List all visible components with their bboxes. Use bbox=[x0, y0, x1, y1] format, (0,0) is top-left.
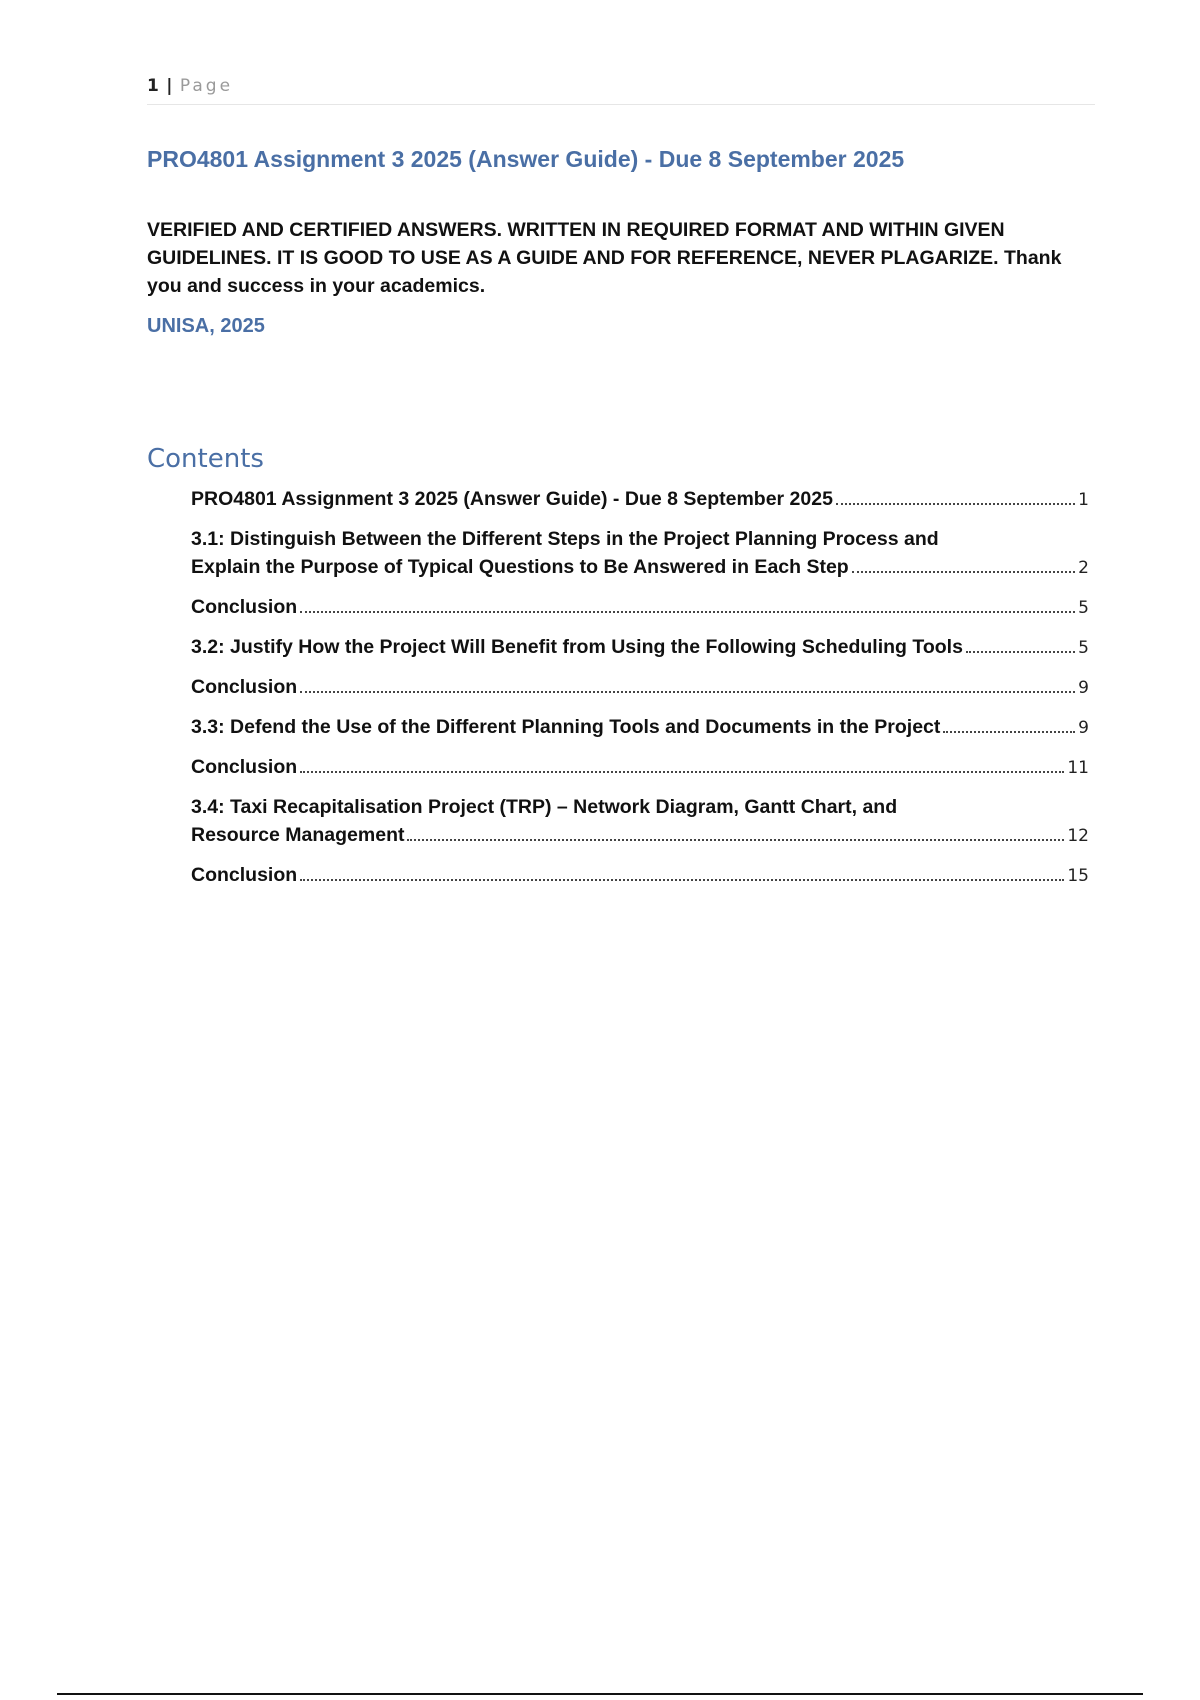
dot-leader bbox=[407, 839, 1064, 841]
table-of-contents bbox=[191, 485, 1089, 901]
toc-entry-title: 3.2: Justify How the Project Will Benefit from Using the Following Scheduling Tools bbox=[191, 636, 963, 658]
toc-page-number: 9 bbox=[1078, 678, 1089, 698]
dot-leader bbox=[300, 771, 1064, 773]
toc-entry-title: Conclusion bbox=[191, 864, 298, 886]
toc-entry-title: Explain the Purpose of Typical Questions to Be Answered in Each Step bbox=[191, 556, 849, 578]
toc-entry-title: 3.3: Defend the Use of the Different Planning Tools and Documents in the Project bbox=[191, 716, 941, 738]
dot-leader bbox=[852, 571, 1075, 573]
dot-leader bbox=[836, 503, 1075, 505]
toc-page-number: 1 bbox=[1078, 490, 1089, 510]
page-header bbox=[147, 76, 1095, 105]
toc-entry[interactable] bbox=[191, 793, 1089, 850]
toc-entry-title-line1: 3.1: Distinguish Between the Different Steps in the Project Planning Process and bbox=[191, 528, 939, 550]
toc-entry[interactable] bbox=[191, 753, 1089, 782]
toc-page-number: 5 bbox=[1078, 598, 1089, 618]
toc-page-number: 5 bbox=[1078, 638, 1089, 658]
dot-leader bbox=[943, 731, 1075, 733]
toc-page-number: 9 bbox=[1078, 718, 1089, 738]
contents-heading: Contents bbox=[147, 444, 264, 474]
page-number: 1 bbox=[147, 76, 159, 96]
toc-entry[interactable] bbox=[191, 713, 1089, 742]
header-separator: | bbox=[166, 76, 173, 96]
page-label: Page bbox=[179, 76, 234, 96]
toc-entry-title: Conclusion bbox=[191, 596, 298, 618]
toc-page-number: 11 bbox=[1067, 758, 1089, 778]
toc-entry[interactable] bbox=[191, 485, 1089, 514]
toc-entry[interactable] bbox=[191, 633, 1089, 662]
toc-entry[interactable] bbox=[191, 525, 1089, 582]
dot-leader bbox=[300, 879, 1064, 881]
toc-entry[interactable] bbox=[191, 673, 1089, 702]
toc-entry-title-line1: 3.4: Taxi Recapitalisation Project (TRP) – Network Diagram, Gantt Chart, and bbox=[191, 796, 898, 818]
toc-entry-title: PRO4801 Assignment 3 2025 (Answer Guide) - Due 8 September 2025 bbox=[191, 488, 833, 510]
footer-rule bbox=[57, 1693, 1143, 1695]
document-title: PRO4801 Assignment 3 2025 (Answer Guide) - Due 8 September 2025 bbox=[147, 146, 905, 172]
toc-entry-title: Conclusion bbox=[191, 676, 298, 698]
toc-page-number: 2 bbox=[1078, 558, 1089, 578]
institution-year: UNISA, 2025 bbox=[147, 315, 265, 337]
toc-entry[interactable] bbox=[191, 861, 1089, 890]
disclaimer-text: VERIFIED AND CERTIFIED ANSWERS. WRITTEN IN REQUIRED FORMAT AND WITHIN GIVEN GUIDELINES. IT IS GOOD TO USE AS A GUIDE AND FOR REFERENCE, NEVER PLAGARIZE. Thank you and success in your academics. bbox=[147, 219, 1062, 297]
toc-page-number: 12 bbox=[1067, 826, 1089, 846]
toc-entry-title: Conclusion bbox=[191, 756, 298, 778]
toc-page-number: 15 bbox=[1067, 866, 1089, 886]
dot-leader bbox=[300, 611, 1075, 613]
toc-entry-title: Resource Management bbox=[191, 824, 405, 846]
dot-leader bbox=[300, 691, 1075, 693]
dot-leader bbox=[966, 651, 1075, 653]
toc-entry[interactable] bbox=[191, 593, 1089, 622]
